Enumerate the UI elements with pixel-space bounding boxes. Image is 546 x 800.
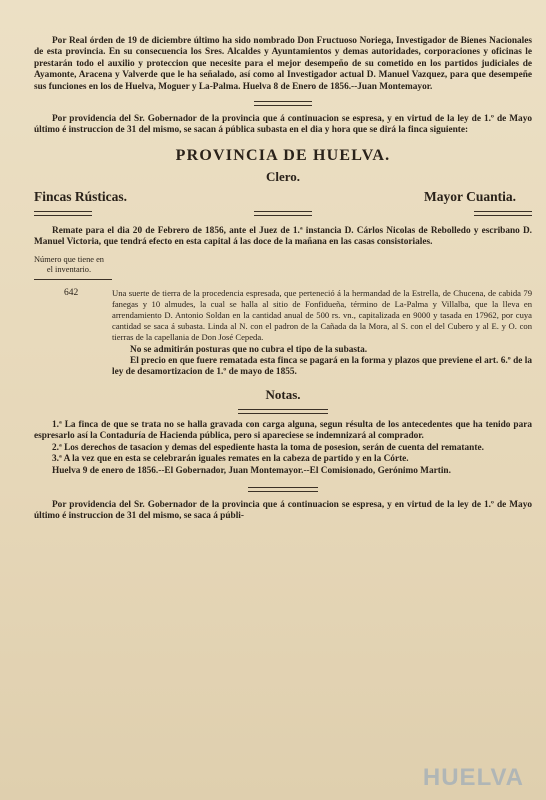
notice-subasta-continued: Por providencia del Sr. Gobernador de la provincia que á continuacion se espresa, y en virtud de la ley de 1.º de Mayo último é instruccion de 31 del mismo, se saca á públi-: [34, 499, 532, 522]
mayor-cuantia-label: Mayor Cuantia.: [423, 188, 516, 204]
notice-subasta: Por providencia del Sr. Gobernador de la provincia que á continuacion se espresa, y en virtud de la ley de 1.º de Mayo último é instruccion de 31 del mismo, se sacan á pública subasta en el dia y hora que se dirá la finca siguiente:: [34, 114, 532, 136]
separator: [238, 409, 328, 414]
separator-row: [34, 211, 532, 216]
nota-1: 1.ª La finca de que se trata no se halla gravada con carga alguna, segun résulta de los antecedentes que ha tenido para espresarlo así la Contaduría de Hacienda pública, pero si apareciese se indemnizará al comprador.: [34, 419, 532, 442]
fincas-rusticas-label: Fincas Rústicas.: [34, 188, 128, 204]
separator: [254, 101, 312, 106]
category-row: [34, 189, 532, 205]
notas-heading: Notas.: [265, 386, 301, 402]
notice-nombramiento: Por Real órden de 19 de diciembre último ha sido nombrado Don Fructuoso Noriega, Investigador de Bienes Nacionales de esta provincia. En su consecuencia los Sres. Alcaldes y Ayuntamientos y demas autoridades, corporaciones y oficinas le prestarán todo el auxilio y proteccion que necesite para el mejor desempeño de su cometido en los partidos judiciales de Ayamonte, Aracena y Valverde que le ha señalado, así como al Investigador actual D. Manuel Vazquez, para que desempeñe sus funciones en los de Huelva, Moguer y La-Palma. Huelva 8 de Enero de 1856.--Juan Montemayor.: [34, 36, 532, 92]
signature-line: Huelva 9 de enero de 1856.--El Gobernador, Juan Montemayor.--El Comisionado, Gerónimo Martin.: [52, 465, 451, 476]
finca-description: Una suerte de tierra de la procedencia espresada, que perteneció á la hermandad de la Estrella, de Chucena, de cabida 79 fanegas y 10 almudes, la cual se halla al sitio de Fonfidueña, término de La-Palma y Villalba, que la lleva en arrendamiento D. Antonio Soldan en la cantidad anual de 500 rs. vn., capitalizada en 9000 y tasada en 17962, por cuya cantidad se saca á subasta. Linda al N. con el padron de la Cañada da la Mora, al S. con el del Cubero y al E. y O. con tierras de la capellania de Don José Cepeda.: [112, 287, 532, 342]
clero-heading: Clero.: [265, 168, 301, 184]
inventory-number: 642: [64, 287, 79, 298]
precio-rule: El precio en que fuere rematada esta finca se pagará en la forma y plazos que previene el art. 6.º de la ley de desamortizacion de 1.º de mayo de 1855.: [112, 356, 532, 378]
separator: [248, 487, 318, 492]
inventory-rule: [34, 279, 112, 280]
inventory-column-label: Número que tiene en el inventario.: [34, 254, 104, 274]
province-heading: PROVINCIA DE HUELVA.: [175, 146, 391, 164]
finca-entry-body: [112, 288, 532, 379]
remate-paragraph: Remate para el dia 20 de Febrero de 1856, ante el Juez de 1.ª instancia D. Cárlos Nicolas de Rebolledo y escribano D. Manuel Victoria, que tendrá efecto en esta capital á las doce de la mañana en las casas consistoriales.: [34, 225, 532, 248]
posturas-rule: No se admitirán posturas que no cubra el tipo de la subasta.: [130, 344, 368, 355]
archive-stamp: HUELVA: [422, 764, 524, 791]
nota-3: 3.ª A la vez que en esta se celebrarán iguales remates en la cabeza de partido y en la Córte.: [52, 454, 409, 465]
finca-entry: [34, 288, 532, 379]
nota-2: 2.ª Los derechos de tasacion y demas del espediente hasta la toma de posesion, serán de cuenta del rematante.: [52, 442, 484, 453]
